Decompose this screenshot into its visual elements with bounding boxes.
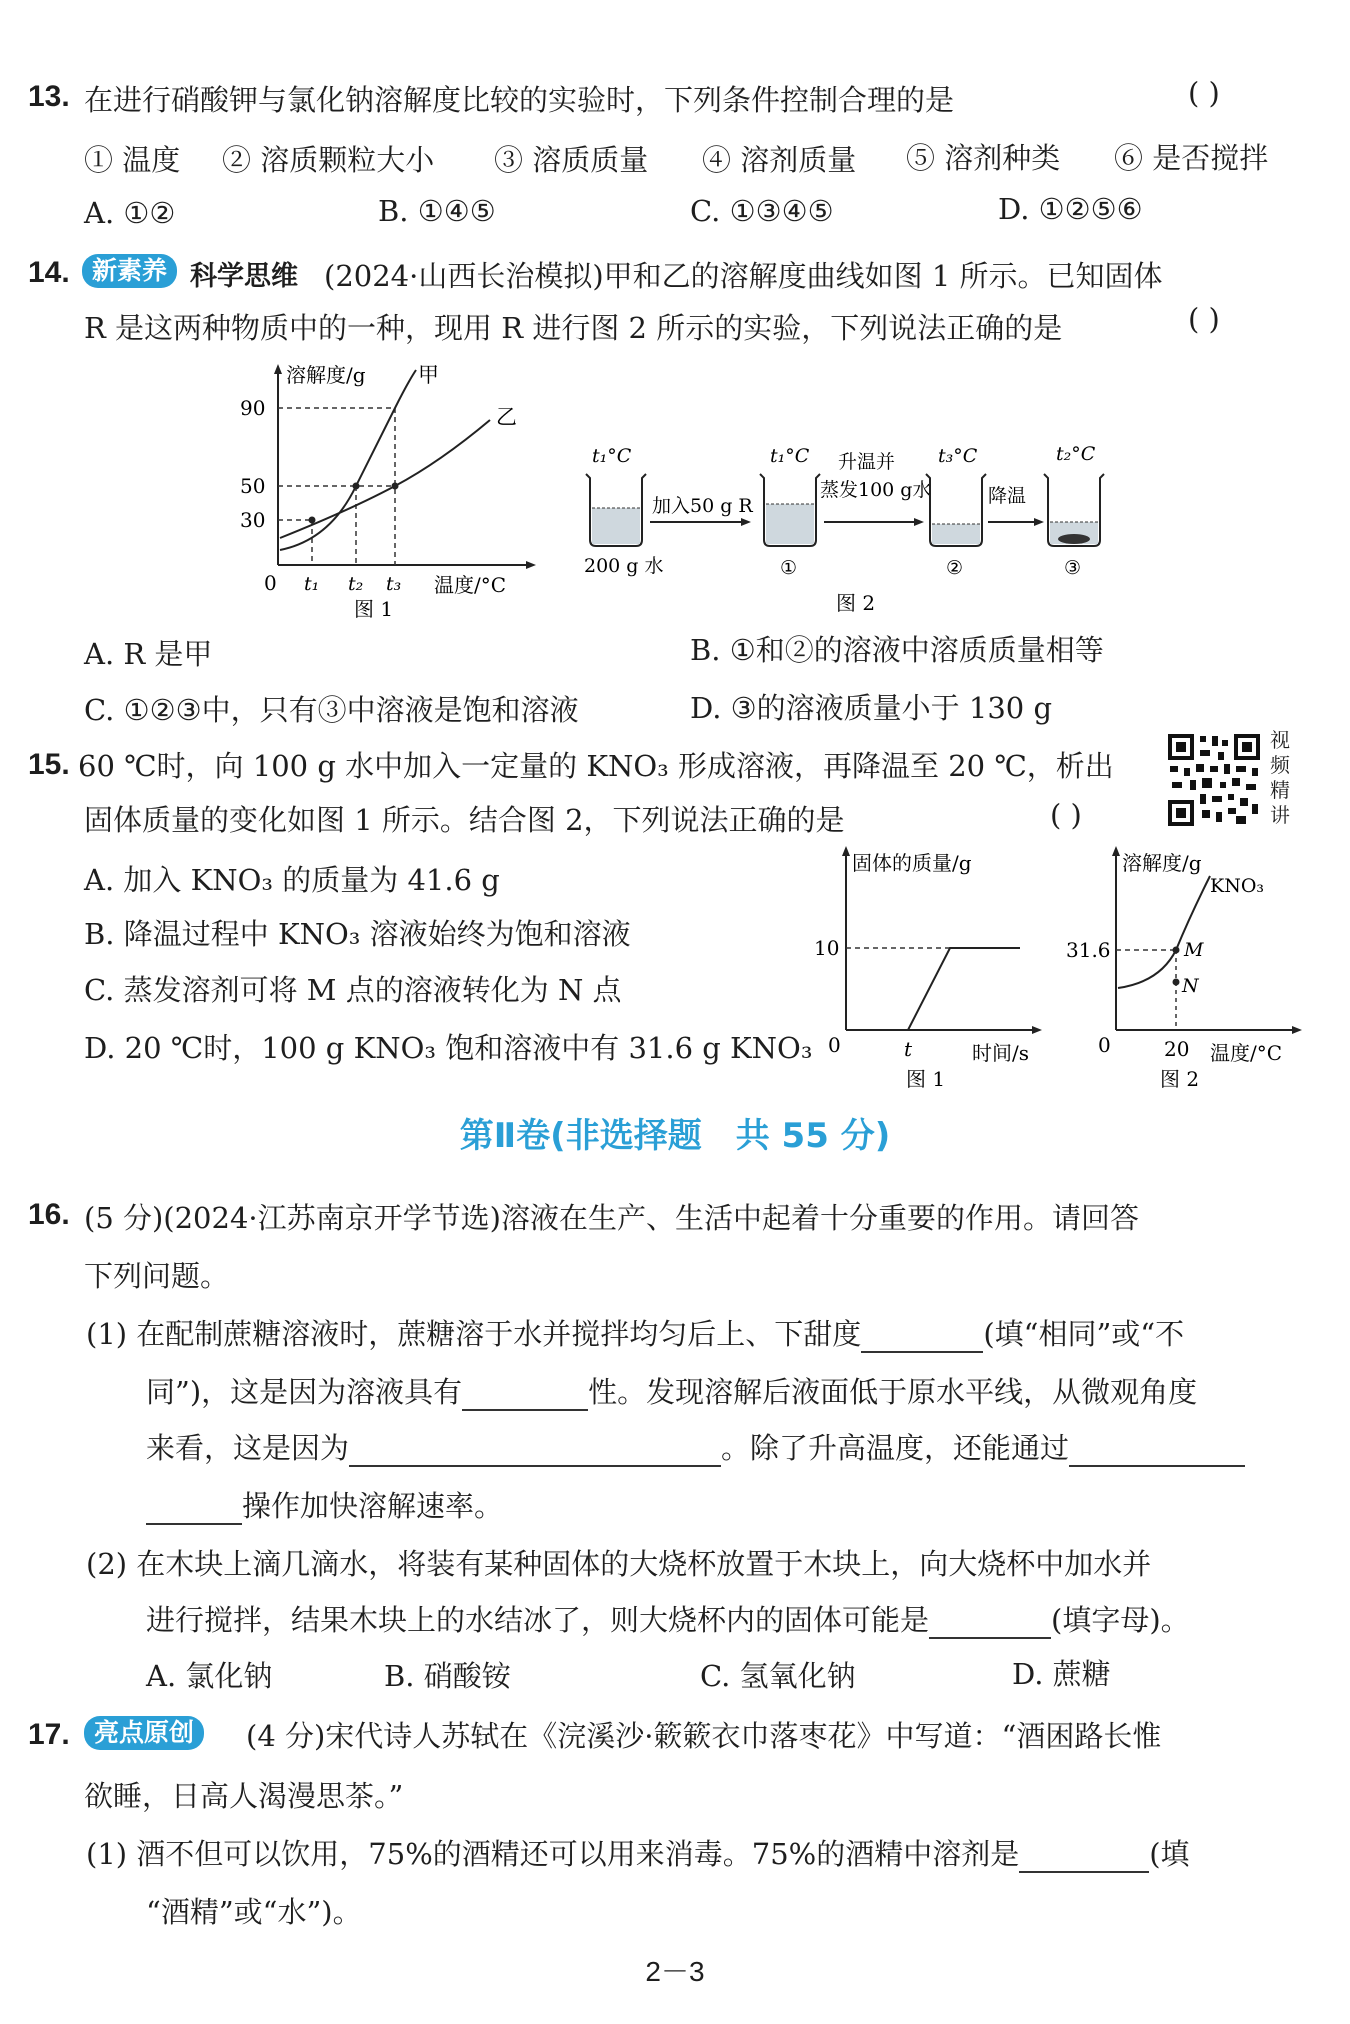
x-tick-t2: t₂ [348, 573, 364, 595]
answer-blank[interactable] [462, 1383, 588, 1411]
option-a: A. ①② [84, 196, 176, 230]
answer-blank[interactable] [861, 1325, 983, 1353]
start-label: 200 g 水 [584, 555, 664, 577]
video-note-char: 讲 [1270, 803, 1290, 827]
text-segment: 。除了升高温度，还能通过 [721, 1431, 1070, 1465]
step-heat: 升温并 [838, 451, 896, 473]
text-segment: 操作加快溶解速率。 [242, 1489, 504, 1523]
question-stem: (5 分)(2024·江苏南京开学节选)溶液在生产、生活中起着十分重要的作用。请回答 [84, 1201, 1139, 1235]
beaker-label: ③ [1064, 557, 1082, 579]
condition-item: ③ 溶质质量 [494, 143, 649, 177]
option-a: A. 加入 KNO₃ 的质量为 41.6 g [84, 863, 500, 897]
video-note-char: 视 [1270, 728, 1290, 752]
sub-question-1-line4 [146, 1484, 503, 1525]
text-segment: 进行搅拌，结果木块上的水结冰了，则大烧杯内的固体可能是 [146, 1603, 930, 1637]
condition-item: ② 溶质颗粒大小 [222, 143, 435, 177]
kno3-solubility-figure [1060, 840, 1310, 1090]
step-cool: 降温 [988, 485, 1027, 507]
condition-item: ① 温度 [84, 143, 181, 177]
question-stem: 固体质量的变化如图 1 所示。结合图 2，下列说法正确的是 [84, 803, 845, 837]
answer-blank[interactable] [349, 1439, 721, 1467]
question-stem: (4 分)宋代诗人苏轼在《浣溪沙·簌簌衣巾落枣花》中写道：“酒困路长惟 [246, 1719, 1162, 1753]
option-c: C. 蒸发溶剂可将 M 点的溶液转化为 N 点 [84, 973, 622, 1007]
curve-label: KNO₃ [1210, 875, 1265, 897]
sub-question-1 [86, 1312, 1184, 1353]
curve-label-jia: 甲 [418, 363, 439, 387]
y-axis-label: 固体的质量/g [852, 851, 972, 875]
x-tick: t [904, 1037, 913, 1061]
answer-paren: ( ) [1188, 76, 1220, 110]
option-d: D. 蔗糖 [1012, 1657, 1111, 1691]
page-number: 2－3 [645, 1956, 705, 1987]
qr-code-icon[interactable] [1166, 732, 1262, 828]
question-stem: 下列问题。 [84, 1259, 230, 1293]
answer-paren: ( ) [1050, 798, 1082, 832]
tag-new-literacy: 新素养 [82, 254, 177, 288]
answer-paren: ( ) [1188, 302, 1220, 336]
option-b: B. 硝酸铵 [384, 1659, 511, 1693]
y-axis-label: 溶解度/g [286, 363, 366, 387]
figure-caption: 图 1 [906, 1067, 946, 1090]
beaker-label: ① [780, 557, 798, 579]
tag-badge [84, 1714, 204, 1750]
option-a: A. 氯化钠 [146, 1659, 273, 1693]
temp-label: t₂°C [1056, 443, 1096, 465]
mass-line [908, 948, 1020, 1030]
question-stem: 在进行硝酸钾与氯化钠溶解度比较的实验时，下列条件控制合理的是 [84, 83, 955, 117]
y-tick: 10 [814, 936, 840, 960]
video-note-char: 频 [1270, 753, 1290, 777]
x-tick: 20 [1164, 1037, 1190, 1061]
tag-original: 亮点原创 [84, 1716, 204, 1750]
step-evaporate: 蒸发100 g水 [820, 479, 932, 501]
question-number: 14. [28, 256, 70, 289]
beaker-1 [760, 445, 820, 579]
sub-question-1 [86, 1832, 1190, 1873]
tag-badge [82, 252, 177, 288]
question-stem: 60 ℃时，向 100 g 水中加入一定量的 KNO₃ 形成溶液，再降温至 20 ℃，析出 [78, 749, 1114, 783]
sub-question-2: (2) 在木块上滴几滴水，将装有某种固体的大烧杯放置于木块上，向大烧杯中加水并 [86, 1547, 1152, 1581]
question-number: 17. [28, 1718, 70, 1751]
y-tick-50: 50 [240, 474, 266, 498]
question-number: 15. [28, 748, 70, 781]
question-number: 13. [28, 80, 70, 113]
sub-question-1-line2 [146, 1370, 1197, 1411]
text-segment: (1) 在配制蔗糖溶液时，蔗糖溶于水并搅拌均匀后上、下甜度 [86, 1317, 862, 1351]
point-n [1173, 979, 1180, 986]
sub-question-1-line3 [146, 1426, 1245, 1467]
option-c: C. ①②③中，只有③中溶液是饱和溶液 [84, 693, 579, 727]
temp-label: t₁°C [592, 445, 632, 467]
text-segment: (1) 酒不但可以饮用，75%的酒精还可以用来消毒。75%的酒精中溶剂是 [86, 1837, 1020, 1871]
text-segment: (填“相同”或“不 [983, 1317, 1185, 1351]
beaker-label: ② [946, 557, 964, 579]
text-segment: (填字母)。 [1051, 1603, 1190, 1637]
kno3-curve [1118, 876, 1210, 988]
video-note [1270, 728, 1294, 828]
answer-blank[interactable] [929, 1611, 1051, 1639]
question-number: 16. [28, 1198, 70, 1231]
y-axis-label: 溶解度/g [1122, 851, 1202, 875]
sub-question-1-line2: “酒精”或“水”)。 [146, 1895, 362, 1929]
sub-question-2-line2 [146, 1598, 1190, 1639]
experiment-figure [570, 440, 1140, 620]
option-d: D. ①②⑤⑥ [998, 192, 1143, 226]
figure-caption: 图 1 [354, 597, 394, 620]
question-stem: R 是这两种物质中的一种，现用 R 进行图 2 所示的实验，下列说法正确的是 [84, 311, 1063, 345]
curve-jia [280, 370, 416, 550]
answer-blank[interactable] [1019, 1845, 1149, 1873]
question-stem: (2024·山西长治模拟)甲和乙的溶解度曲线如图 1 所示。已知固体 [324, 259, 1163, 293]
point-m-label: M [1184, 939, 1204, 961]
mass-time-figure [800, 840, 1050, 1090]
precipitate [1058, 534, 1090, 544]
y-tick: 31.6 [1066, 938, 1111, 962]
option-c: C. 氢氧化钠 [700, 1659, 856, 1693]
question-stem: 欲睡，日高人渴漫思茶。” [84, 1779, 404, 1813]
curve-label-yi: 乙 [496, 405, 517, 429]
section-heading: 第Ⅱ卷(非选择题 共 55 分) [459, 1116, 891, 1156]
answer-blank[interactable] [146, 1497, 242, 1525]
text-segment: 性。发现溶解后液面低于原水平线，从微观角度 [588, 1375, 1198, 1409]
step-add-r: 加入50 g R [652, 495, 753, 517]
y-tick-30: 30 [240, 508, 266, 532]
figure-caption: 图 2 [1160, 1067, 1200, 1090]
text-segment: 同”)，这是因为溶液具有 [146, 1375, 463, 1409]
text-segment: 来看，这是因为 [146, 1431, 350, 1465]
figure-caption: 图 2 [836, 591, 876, 615]
option-c: C. ①③④⑤ [690, 194, 834, 228]
origin-label: 0 [264, 571, 277, 595]
origin-label: 0 [1098, 1033, 1111, 1057]
temp-label: t₃°C [938, 445, 978, 467]
option-a: A. R 是甲 [84, 637, 213, 671]
text-segment: (填 [1149, 1837, 1190, 1871]
option-d: D. ③的溶液质量小于 130 g [690, 691, 1053, 725]
x-axis-label: 时间/s [972, 1041, 1030, 1065]
y-tick-90: 90 [240, 396, 266, 420]
x-axis-label: 温度/°C [434, 573, 507, 597]
solubility-curve-figure [230, 360, 550, 620]
answer-blank[interactable] [1069, 1439, 1245, 1467]
option-b: B. ①和②的溶液中溶质质量相等 [690, 633, 1104, 667]
point-m [1173, 947, 1180, 954]
condition-item: ⑤ 溶剂种类 [906, 141, 1061, 175]
beaker-3 [1044, 443, 1104, 579]
option-b: B. 降温过程中 KNO₃ 溶液始终为饱和溶液 [84, 917, 631, 951]
point-n-label: N [1182, 975, 1199, 997]
option-b: B. ①④⑤ [378, 194, 496, 228]
tag-science-thinking: 科学思维 [190, 261, 298, 292]
video-note-char: 精 [1270, 778, 1290, 802]
origin-label: 0 [828, 1033, 841, 1057]
temp-label: t₁°C [770, 445, 810, 467]
option-d: D. 20 ℃时，100 g KNO₃ 饱和溶液中有 31.6 g KNO₃ [84, 1031, 813, 1065]
x-tick-t1: t₁ [304, 573, 320, 595]
x-axis-label: 温度/°C [1210, 1041, 1283, 1065]
beaker-2 [926, 445, 986, 579]
x-tick-t3: t₃ [386, 573, 402, 595]
condition-item: ④ 溶剂质量 [702, 143, 857, 177]
condition-item: ⑥ 是否搅拌 [1114, 141, 1269, 175]
